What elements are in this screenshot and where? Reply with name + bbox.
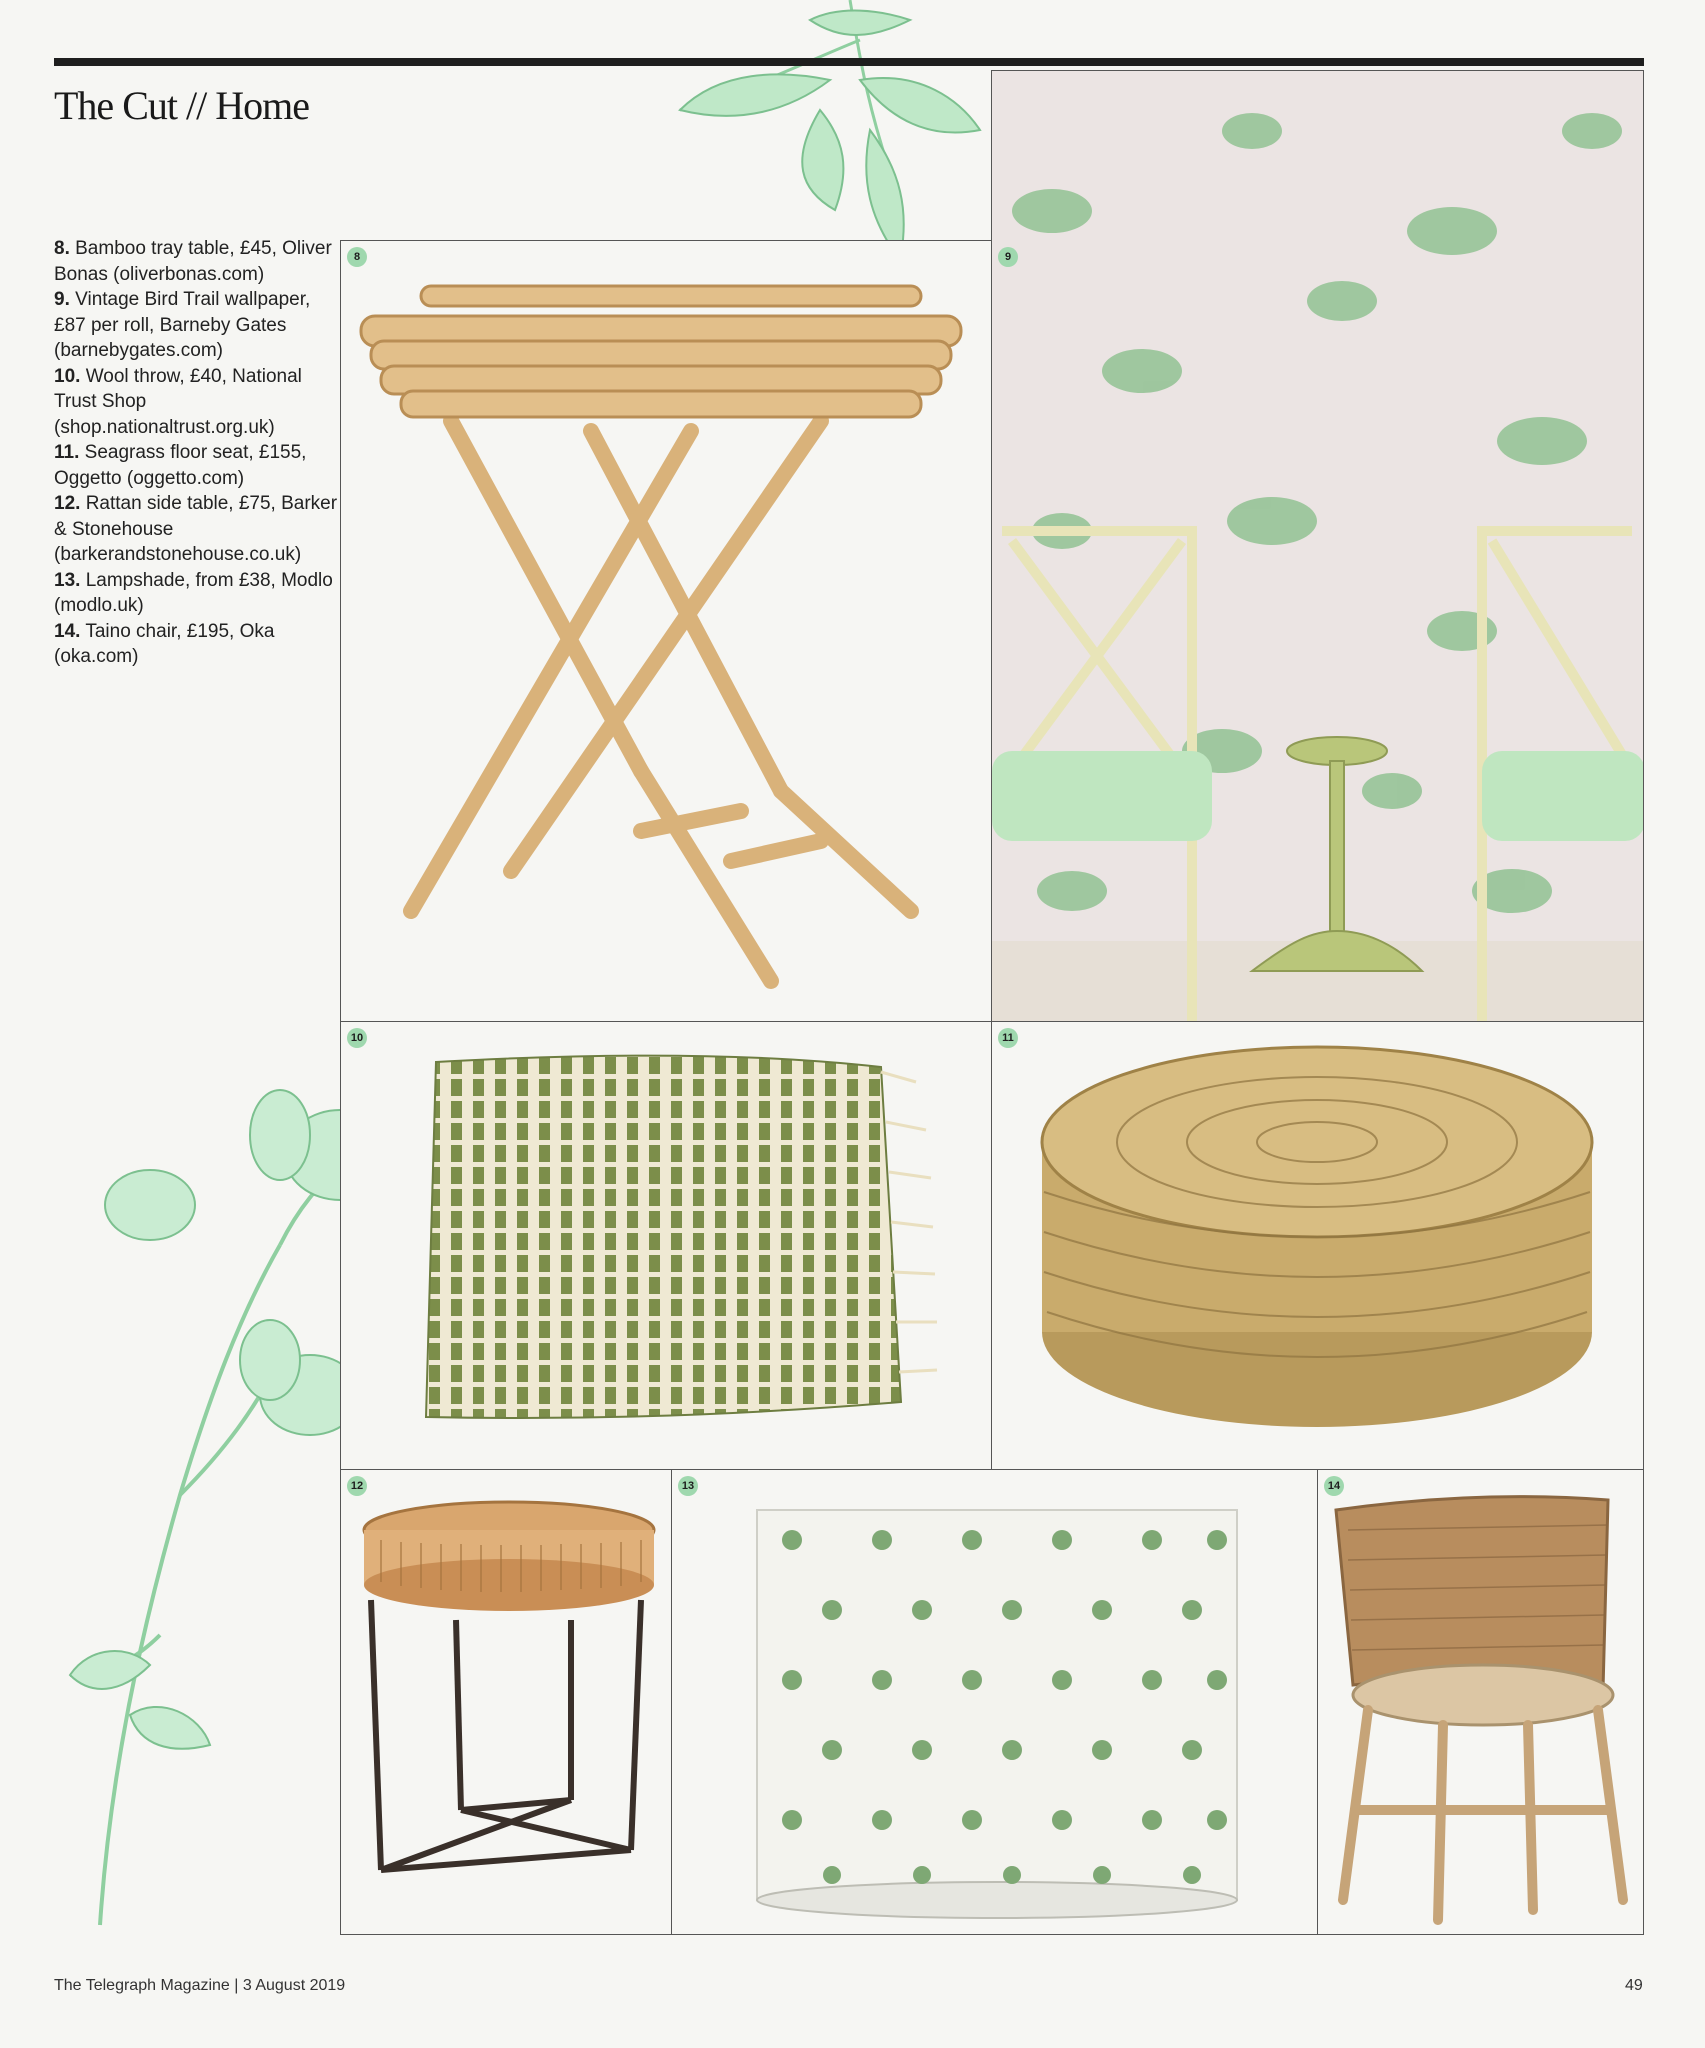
product-panel-13 <box>671 1469 1318 1935</box>
product-number-badge: 13 <box>678 1476 698 1496</box>
top-rule <box>54 58 1644 66</box>
credit-item: 8. Bamboo tray table, £45, Oliver Bonas (oliverbonas.com) <box>54 238 332 285</box>
credit-item: 10. Wool throw, £40, National Trust Shop (shop.nationaltrust.org.uk) <box>54 365 302 438</box>
product-number-badge: 14 <box>1324 1476 1344 1496</box>
wool-throw-image <box>341 1022 992 1470</box>
product-panel-14 <box>1317 1469 1644 1935</box>
product-number-badge: 12 <box>347 1476 367 1496</box>
product-panel-11 <box>991 1021 1644 1470</box>
product-credits <box>54 236 344 670</box>
page-title: The Cut // Home <box>54 83 309 128</box>
page-number: 49 <box>1625 1977 1643 1994</box>
rattan-side-table-image <box>341 1470 672 1935</box>
bamboo-tray-table-image <box>341 241 992 1022</box>
credit-item: 13. Lampshade, from £38, Modlo (modlo.uk) <box>54 569 333 616</box>
product-number-badge: 10 <box>347 1028 367 1048</box>
product-number-badge: 9 <box>998 247 1018 267</box>
leaf-illustration-icon <box>660 0 1020 270</box>
credit-item: 11. Seagrass floor seat, £155, Oggetto (oggetto.com) <box>54 442 307 489</box>
publication-footer: The Telegraph Magazine | 3 August 2019 <box>54 1977 346 1994</box>
product-panel-10 <box>340 1021 992 1470</box>
taino-chair-image <box>1318 1470 1644 1935</box>
credit-item: 14. Taino chair, £195, Oka (oka.com) <box>54 620 275 667</box>
credit-item: 9. Vintage Bird Trail wallpaper, £87 per roll, Barneby Gates (barnebygates.com) <box>54 289 311 361</box>
palm-lampshade-image <box>672 1470 1318 1935</box>
seagrass-floor-seat-image <box>992 1022 1644 1470</box>
product-panel-9 <box>991 70 1644 1022</box>
product-number-badge: 11 <box>998 1028 1018 1048</box>
product-number-badge: 8 <box>347 247 367 267</box>
product-panel-12 <box>340 1469 672 1935</box>
product-panel-8 <box>340 240 992 1022</box>
bird-trail-wallpaper-image <box>992 71 1644 1022</box>
credit-item: 12. Rattan side table, £75, Barker & Stonehouse (barkerandstonehouse.co.uk) <box>54 493 338 565</box>
